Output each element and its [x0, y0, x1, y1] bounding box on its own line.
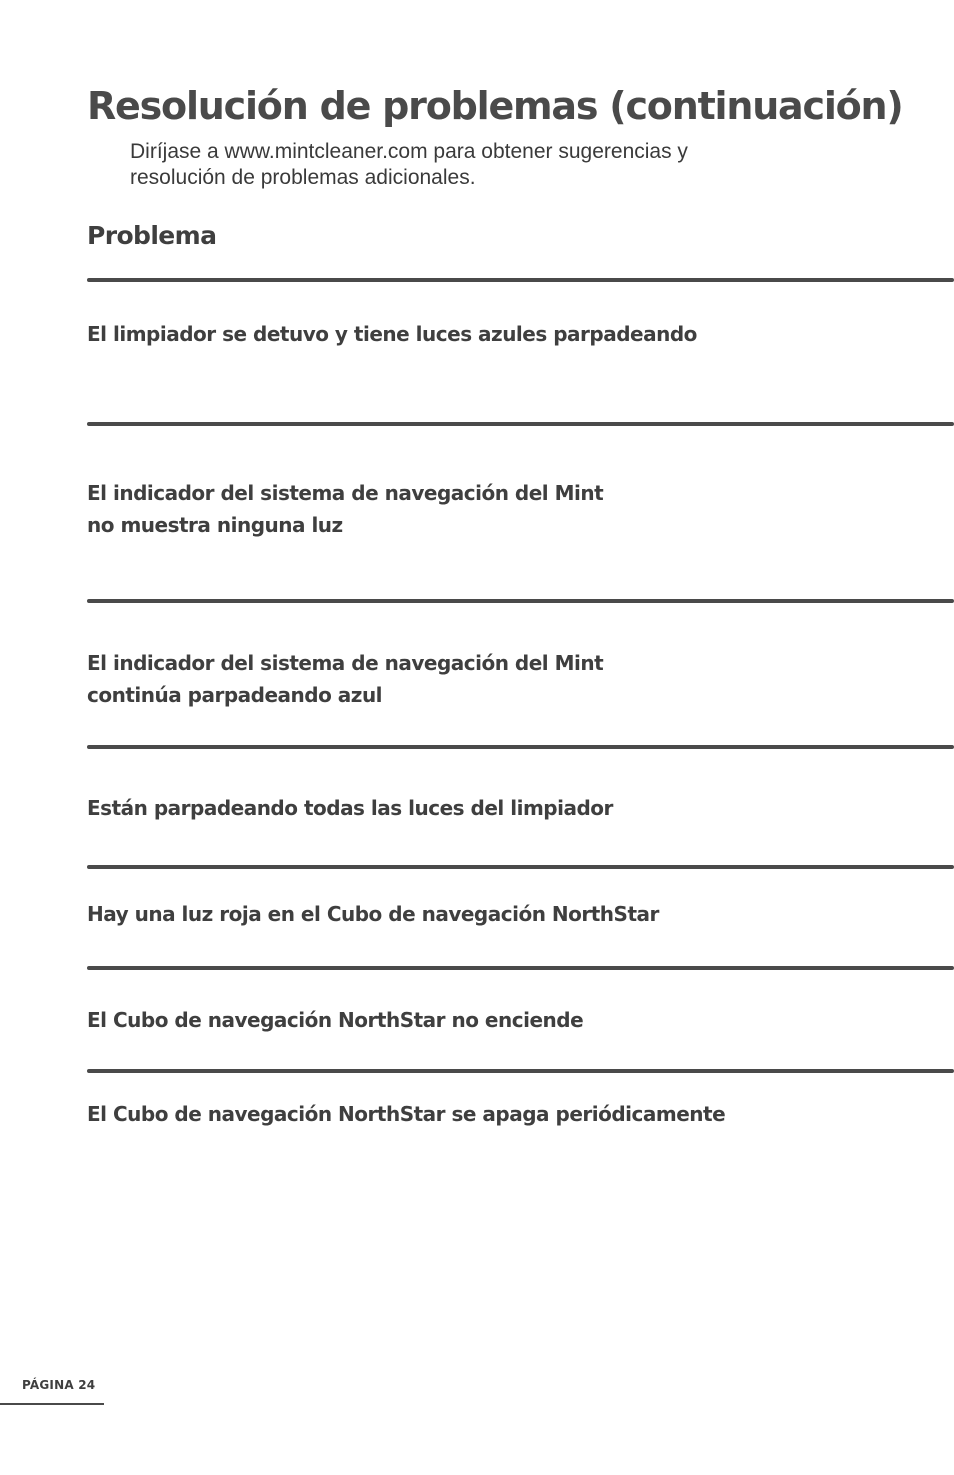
divider [87, 745, 954, 749]
page-number: PÁGINA 24 [22, 1378, 96, 1392]
problem-line: no muestra ninguna luz [87, 513, 343, 537]
problem-line: El Cubo de navegación NorthStar no enciende [87, 1008, 584, 1032]
problem-item [87, 647, 787, 711]
problem-line: El indicador del sistema de navegación del Mint [87, 651, 604, 675]
divider [87, 599, 954, 603]
problem-item [87, 318, 787, 350]
intro-line-1: Diríjase a www.mintcleaner.com para obtener sugerencias y [130, 140, 688, 163]
problem-line: El Cubo de navegación NorthStar se apaga periódicamente [87, 1102, 726, 1126]
problem-column-header: Problema [87, 221, 217, 250]
divider [87, 278, 954, 282]
problem-line: Hay una luz roja en el Cubo de navegación NorthStar [87, 902, 659, 926]
problem-line: El limpiador se detuvo y tiene luces azules parpadeando [87, 322, 697, 346]
divider [87, 422, 954, 426]
problem-item [87, 1098, 787, 1130]
divider [87, 865, 954, 869]
page-title: Resolución de problemas (continuación) [87, 84, 903, 128]
problem-line: El indicador del sistema de navegación del Mint [87, 481, 604, 505]
problem-item [87, 898, 787, 930]
intro-line-2: resolución de problemas adicionales. [130, 166, 476, 189]
problem-line: Están parpadeando todas las luces del limpiador [87, 796, 613, 820]
footer-divider [0, 1403, 104, 1405]
divider [87, 1069, 954, 1073]
divider [87, 966, 954, 970]
problem-item [87, 1004, 787, 1036]
problem-line: continúa parpadeando azul [87, 683, 383, 707]
problem-item [87, 792, 787, 824]
intro-text [130, 139, 830, 191]
problem-item [87, 477, 787, 541]
